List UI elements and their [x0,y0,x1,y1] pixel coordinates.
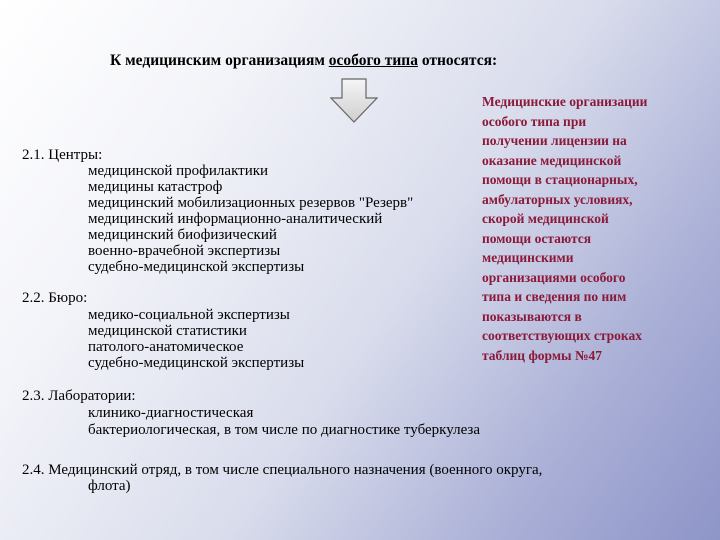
bureaus-item: медико-социальной экспертизы [88,307,290,323]
centers-item: медицинский мобилизационных резервов "Резерв" [88,195,414,211]
note-line: скорой медицинской [482,211,609,226]
centers-item: медицинский биофизический [88,227,277,243]
bureaus-item: медицинской статистики [88,323,247,339]
centers-item: медицинский информационно-аналитический [88,211,383,227]
centers-item: судебно-медицинской экспертизы [88,259,305,275]
bureaus-item: патолого-анатомическое [88,339,244,355]
note-line: амбулаторных условиях, [482,191,633,207]
license-note [482,92,697,365]
centers-item: медицинской профилактики [88,163,269,179]
note-line: соответствующих строках [482,328,642,343]
note-line: таблиц формы №47 [482,347,603,363]
bureaus-heading: 2.2. Бюро: [22,290,88,306]
down-arrow-icon [330,78,378,123]
note-line: особого типа при [482,113,587,129]
labs-heading: 2.3. Лаборатории: [22,388,136,404]
centers-item: медицины катастроф [88,179,223,195]
title-underlined: особого типа [328,52,418,69]
detachment-heading: 2.4. Медицинский отряд, в том числе специального назначения (военного округа, [22,462,543,478]
note-line: медицинскими [482,250,574,265]
bureaus-item: судебно-медицинской экспертизы [88,355,305,371]
note-line: получении лицензии на [482,133,627,148]
page-title [110,52,630,70]
centers-item: военно-врачебной экспертизы [88,243,281,259]
note-line: Медицинские организации [482,94,648,109]
labs-item: клинико-диагностическая [88,405,254,421]
title-prefix: К медицинским организациям [110,52,329,69]
note-line: помощи остаются [482,230,592,246]
note-line: типа и сведения по ним [482,289,627,304]
note-line: оказание медицинской [482,152,622,168]
note-line: организациями особого [482,269,626,285]
detachment-continuation: флота) [88,478,131,494]
centers-heading: 2.1. Центры: [22,147,103,163]
title-suffix: относятся: [417,52,498,69]
note-line: показываются в [482,308,582,324]
labs-item: бактериологическая, в том числе по диагностике туберкулеза [88,422,480,438]
note-line: помощи в стационарных, [482,172,638,187]
